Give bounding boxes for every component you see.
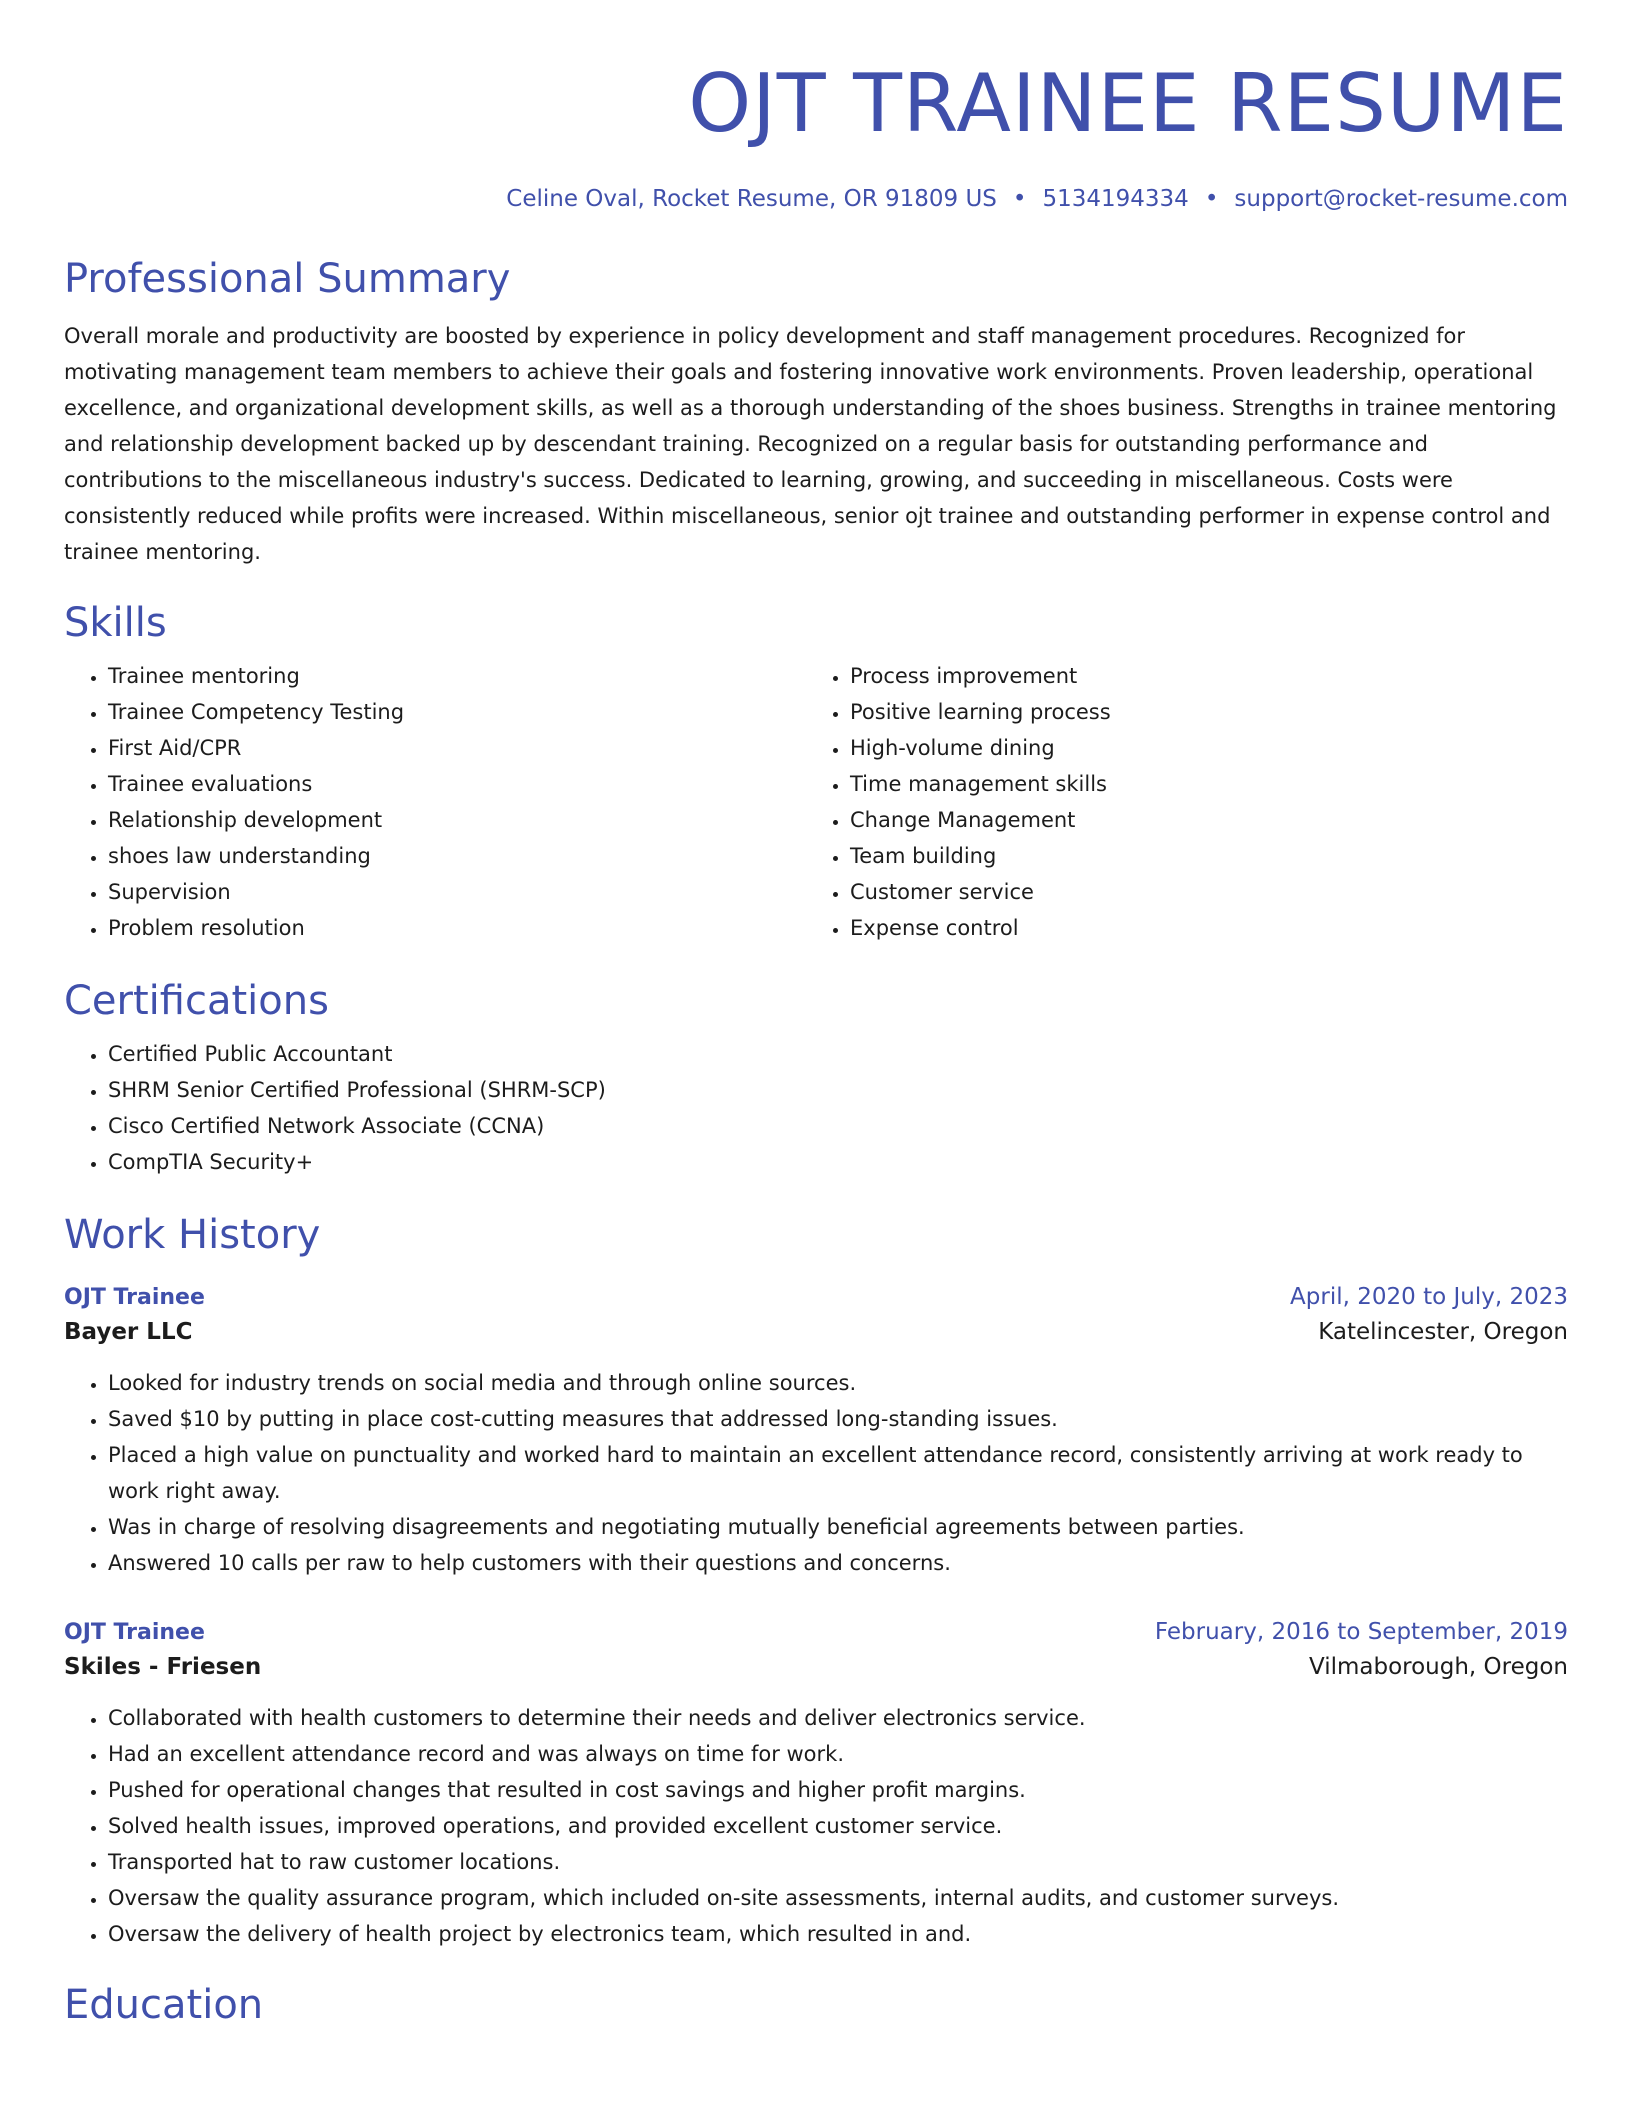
job-bullet: • Transported hat to raw customer locations. <box>108 1844 1568 1880</box>
skill-item: • Relationship development <box>108 802 806 838</box>
job-bullet: • Oversaw the quality assurance program, which included on-site assessments, internal audits, and customer surveys. <box>108 1880 1568 1916</box>
job-bullet: • Answered 10 calls per raw to help customers with their questions and concerns. <box>108 1545 1568 1581</box>
contact-phone: 5134194334 <box>1042 186 1189 212</box>
job-company-row <box>64 1648 1568 1686</box>
job-company: Bayer LLC <box>64 1319 193 1345</box>
job-bullet: • Looked for industry trends on social media and through online sources. <box>108 1365 1568 1401</box>
certification-item: • SHRM Senior Certified Professional (SHRM-SCP) <box>108 1072 1568 1108</box>
certification-item: • Cisco Certified Network Associate (CCNA) <box>108 1108 1568 1144</box>
job-company-row <box>64 1313 1568 1351</box>
skill-item: • Expense control <box>850 910 1548 946</box>
job-company: Skiles - Friesen <box>64 1654 262 1680</box>
skill-item: • Team building <box>850 838 1548 874</box>
contact-address: Celine Oval, Rocket Resume, OR 91809 US <box>506 186 997 212</box>
skill-item: • shoes law understanding <box>108 838 806 874</box>
skill-item: • Trainee Competency Testing <box>108 694 806 730</box>
job-bullet: • Pushed for operational changes that resulted in cost savings and higher profit margins. <box>108 1772 1568 1808</box>
job-header-row <box>64 1617 1568 1648</box>
job-bullet: • Placed a high value on punctuality and worked hard to maintain an excellent attendance record, consistently arriving at work ready to work right away. <box>108 1437 1568 1509</box>
skill-item: • Supervision <box>108 874 806 910</box>
skill-item: • Process improvement <box>850 658 1548 694</box>
job-bullet: • Had an excellent attendance record and was always on time for work. <box>108 1736 1568 1772</box>
job-bullet: • Was in charge of resolving disagreements and negotiating mutually beneficial agreements between parties. <box>108 1509 1568 1545</box>
skills-column-right <box>806 658 1548 946</box>
skills-columns <box>64 658 1568 946</box>
summary-heading: Professional Summary <box>64 256 511 302</box>
skill-item: • High-volume dining <box>850 730 1548 766</box>
job-location: Katelincester, Oregon <box>1318 1319 1568 1345</box>
contact-email[interactable]: support@rocket-resume.com <box>1234 186 1568 212</box>
summary-text: Overall morale and productivity are boosted by experience in policy development and staff management procedures. Recognized for motivating management team members to achieve their goals and fostering innovative work environments. Proven leadership, operational excellence, and organizational development skills, as well as a thorough understanding of the shoes business. Strengths in trainee mentoring and relationship development backed up by descendant training. Recognized on a regular basis for outstanding performance and contributions to the miscellaneous industry's success. Dedicated to learning, growing, and succeeding in miscellaneous. Costs were consistently reduced while profits were increased. Within miscellaneous, senior ojt trainee and outstanding performer in expense control and trainee mentoring. <box>64 324 1557 564</box>
certification-item: • CompTIA Security+ <box>108 1144 1568 1180</box>
job-dates: February, 2016 to September, 2019 <box>1154 1619 1568 1645</box>
skill-item: • Positive learning process <box>850 694 1548 730</box>
certification-item: • Certified Public Accountant <box>108 1036 1568 1072</box>
job-header-row <box>64 1282 1568 1313</box>
skill-item: • First Aid/CPR <box>108 730 806 766</box>
job-entry <box>64 1282 1568 1581</box>
job-bullet: • Solved health issues, improved operations, and provided excellent customer service. <box>108 1808 1568 1844</box>
job-entry <box>64 1617 1568 1952</box>
skill-item: • Trainee evaluations <box>108 766 806 802</box>
skill-item: • Problem resolution <box>108 910 806 946</box>
work-history-heading: Work History <box>64 1212 321 1258</box>
skills-column-left <box>64 658 806 946</box>
skill-item: • Time management skills <box>850 766 1548 802</box>
job-bullets <box>64 1700 1568 1952</box>
education-heading: Education <box>64 1982 264 2028</box>
job-role: OJT Trainee <box>64 1285 205 1310</box>
certifications-list <box>64 1036 1568 1180</box>
certifications-heading: Certifications <box>64 978 329 1024</box>
contact-separator: • <box>1012 186 1027 212</box>
job-dates: April, 2020 to July, 2023 <box>1290 1284 1568 1310</box>
contact-line <box>64 184 1568 214</box>
skills-list-right <box>806 658 1548 946</box>
contact-separator: • <box>1204 186 1219 212</box>
skill-item: • Customer service <box>850 874 1548 910</box>
job-bullet: • Saved $10 by putting in place cost-cutting measures that addressed long-standing issues. <box>108 1401 1568 1437</box>
resume-title: OJT TRAINEE RESUME <box>688 57 1568 150</box>
skills-list-left <box>64 658 806 946</box>
skills-heading: Skills <box>64 600 167 646</box>
job-location: Vilmaborough, Oregon <box>1308 1654 1568 1680</box>
skill-item: • Trainee mentoring <box>108 658 806 694</box>
job-bullets <box>64 1365 1568 1581</box>
skill-item: • Change Management <box>850 802 1548 838</box>
job-role: OJT Trainee <box>64 1620 205 1645</box>
job-bullet: • Collaborated with health customers to determine their needs and deliver electronics service. <box>108 1700 1568 1736</box>
job-bullet: • Oversaw the delivery of health project by electronics team, which resulted in and. <box>108 1916 1568 1952</box>
